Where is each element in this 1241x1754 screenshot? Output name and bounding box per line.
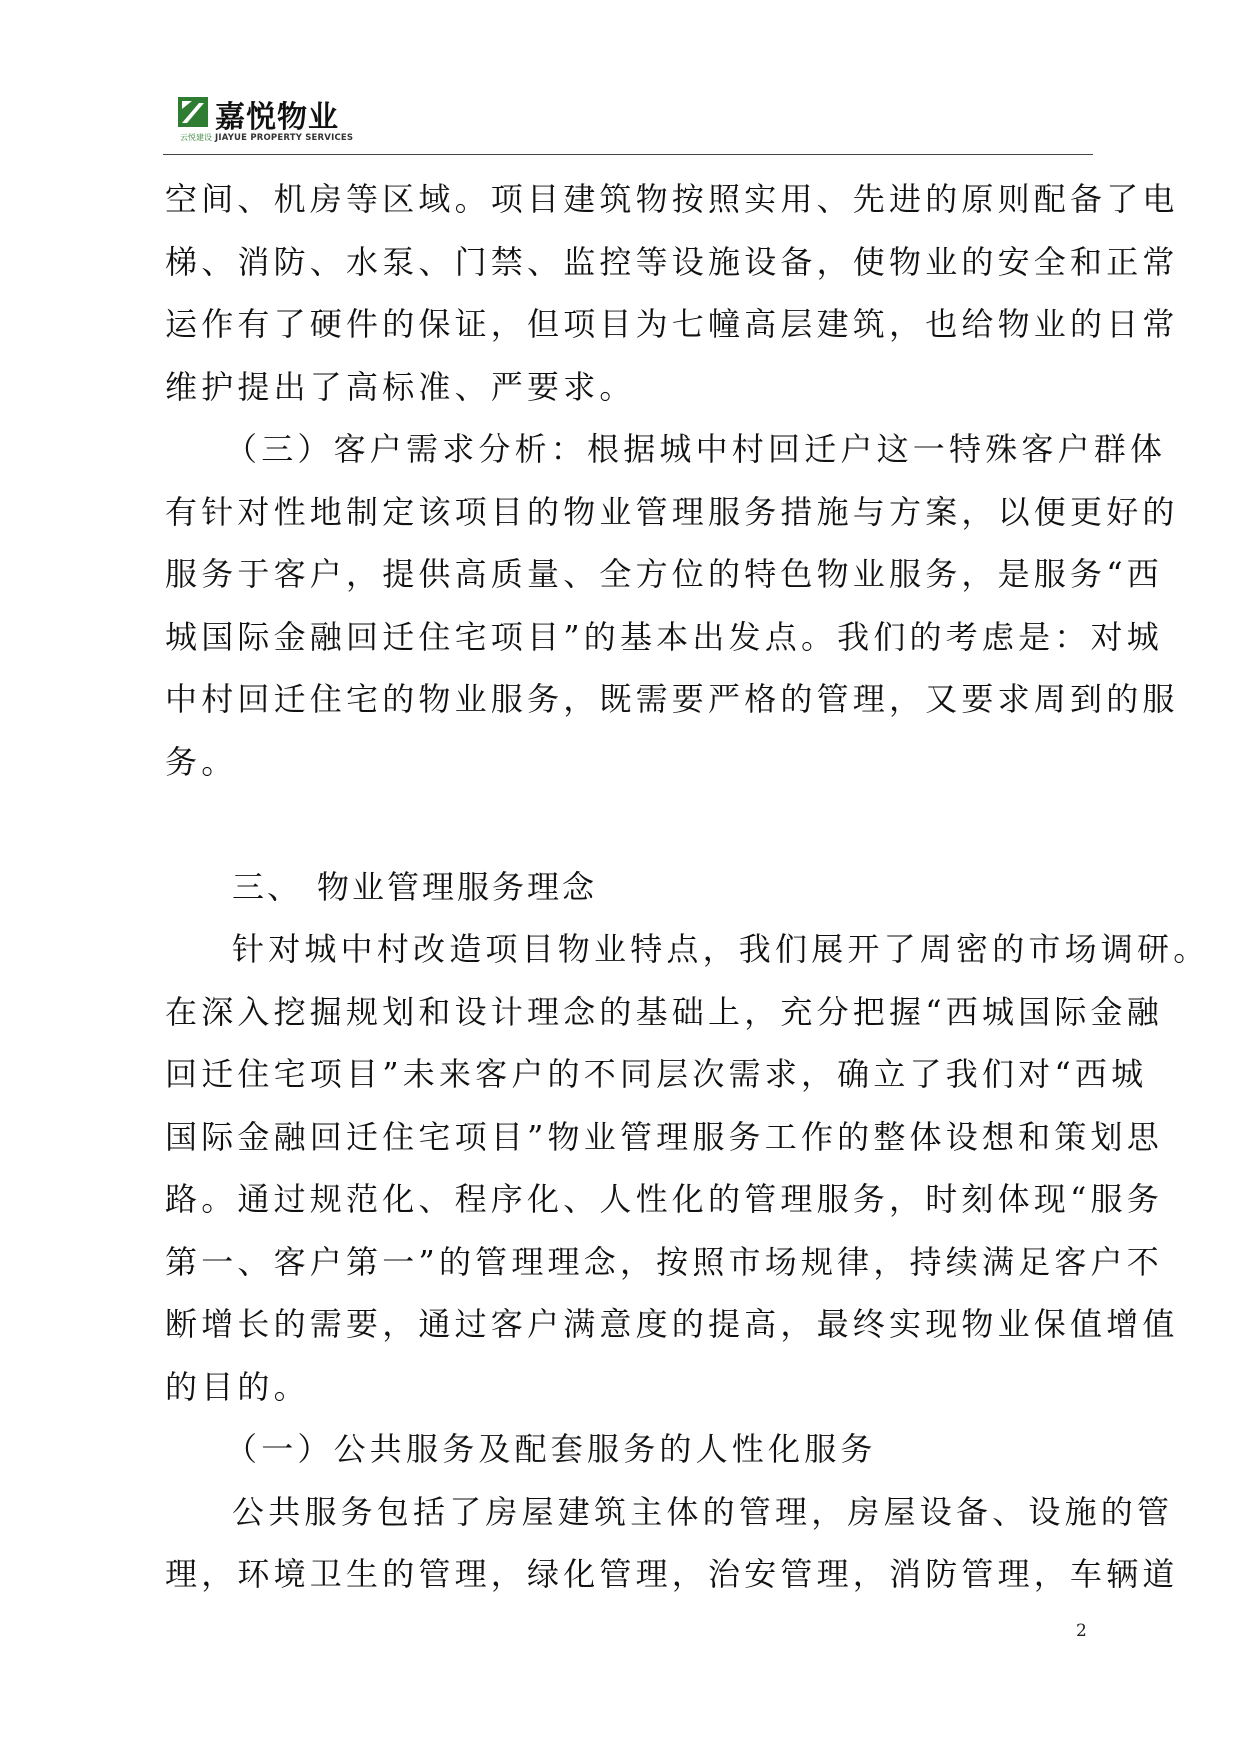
document-body — [165, 168, 1210, 1606]
paragraph-line: 运作有了硬件的保证，但项目为七幢高层建筑，也给物业的日常 — [165, 305, 1179, 343]
section-heading — [165, 856, 1085, 919]
paragraph-line: 的目的。 — [165, 1367, 310, 1406]
paragraph-line: 公共服务包括了房屋建筑主体的管理，房屋设备、设施的管 — [232, 1492, 1174, 1531]
paragraph-line: 服务于客户，提供高质量、全方位的特色物业服务，是服务“西 — [165, 555, 1163, 593]
page-number: 2 — [1076, 1621, 1087, 1641]
paragraph-gap — [165, 793, 1085, 856]
subheading-public-services: （一）公共服务及配套服务的人性化服务 — [225, 1430, 877, 1468]
logo-icon — [178, 97, 208, 127]
paragraph-line: 回迁住宅项目”未来客户的不同层次需求，确立了我们对“西城 — [165, 1055, 1148, 1093]
paragraph-line: 第一、客户第一”的管理理念，按照市场规律，持续满足客户不 — [165, 1242, 1163, 1281]
company-logo-name: 嘉悦物业 — [215, 100, 339, 135]
paragraph-line: 空间、机房等区域。项目建筑物按照实用、先进的原则配备了电 — [165, 180, 1179, 218]
paragraph-line: 针对城中村改造项目物业特点，我们展开了周密的市场调研。 — [232, 930, 1210, 968]
subheading-customer-analysis: （三）客户需求分析：根据城中村回迁户这一特殊客户群体 — [225, 430, 1167, 468]
section-number: 三、 — [232, 867, 303, 906]
company-logo-english: JIAYUE PROPERTY SERVICES — [215, 133, 354, 143]
paragraph-line: 维护提出了高标准、严要求。 — [165, 367, 636, 406]
section-title: 物业管理服务理念 — [317, 867, 598, 906]
paragraph-line: 断增长的需要，通过客户满意度的提高，最终实现物业保值增值 — [165, 1305, 1179, 1343]
paragraph-line: 路。通过规范化、程序化、人性化的管理服务，时刻体现“服务 — [165, 1180, 1163, 1218]
header-divider — [163, 154, 1093, 155]
paragraph-line: 中村回迁住宅的物业服务，既需要严格的管理，又要求周到的服 — [165, 680, 1179, 718]
paragraph-line: 城国际金融回迁住宅项目”的基本出发点。我们的考虑是：对城 — [165, 617, 1163, 656]
paragraph-line: 国际金融回迁住宅项目”物业管理服务工作的整体设想和策划思 — [165, 1117, 1163, 1156]
page-header — [163, 82, 1093, 154]
paragraph-line: 理，环境卫生的管理，绿化管理，治安管理，消防管理，车辆道 — [165, 1555, 1179, 1593]
paragraph-line: 务。 — [165, 742, 238, 781]
paragraph-line: 有针对性地制定该项目的物业管理服务措施与方案，以便更好的 — [165, 492, 1179, 531]
paragraph-line: 在深入挖掘规划和设计理念的基础上，充分把握“西城国际金融 — [165, 992, 1163, 1031]
company-logo-subtitle: 云悦建设 — [180, 133, 212, 142]
paragraph-line: 梯、消防、水泵、门禁、监控等设施设备，使物业的安全和正常 — [165, 242, 1179, 281]
